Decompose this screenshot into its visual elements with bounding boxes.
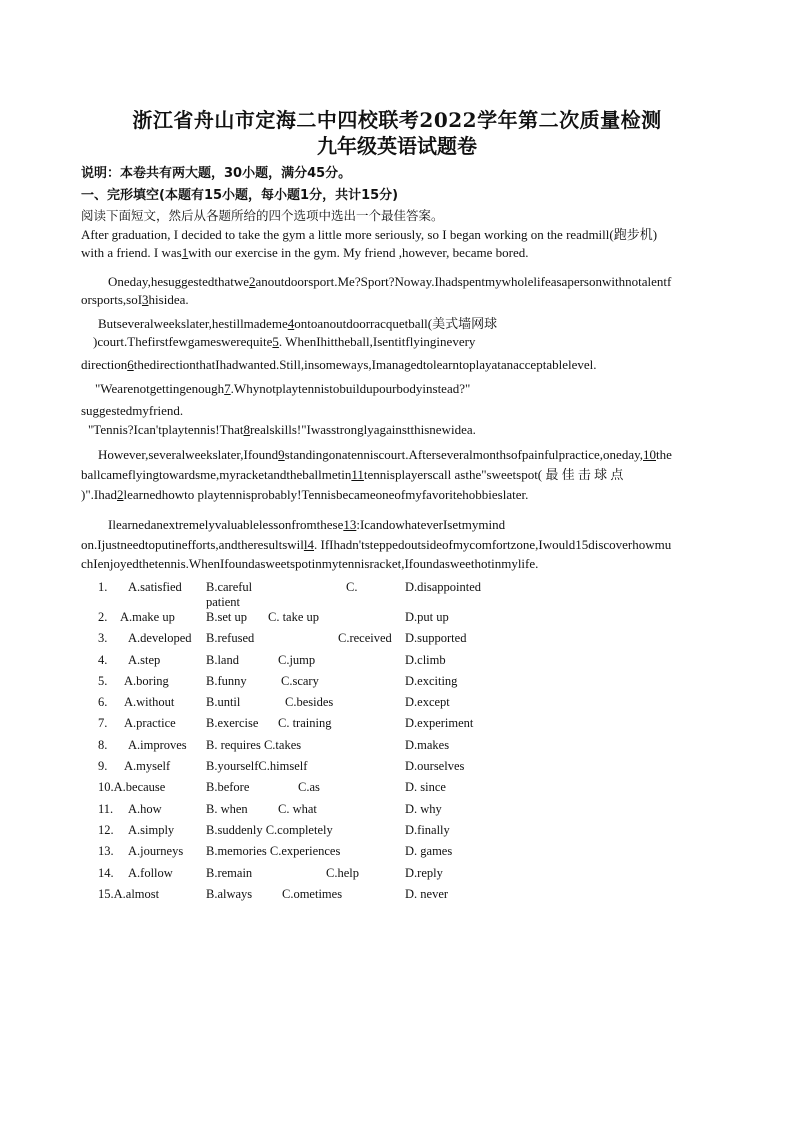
blank-number: 3	[142, 292, 149, 307]
blank-number: 2	[249, 274, 256, 289]
blank-number: 5	[272, 334, 279, 349]
option-row: 12. A.simply B.suddenly C.completely D.finally	[98, 822, 450, 837]
blank-number: 4	[287, 316, 295, 331]
passage-line: "Tennis?Ican'tplaytennis!That8realskills!"Iwasstronglyagainstthisnewidea.	[88, 422, 476, 437]
passage-line: Ilearnedanextremelyvaluablelessonfromthese13:IcandowhateverIsetmymind	[108, 517, 506, 532]
passage-line: ballcameflyingtowardsme,myracketandtheballmetin11tennisplayerscall asthe"sweetspot( 最 佳 击 球 点	[81, 467, 624, 482]
passage-line: with a friend. I was1with our exercise in the gym. My friend ,however, became bored.	[81, 245, 529, 260]
instruction-text: 阅读下面短文，然后从各题所给的四个选项中选出一个最佳答案。	[81, 208, 444, 223]
passage-line: chIenjoyedthetennis.WhenIfoundasweetspotinmytennisracket,Ifoundasweethotinmylife.	[81, 556, 539, 571]
passage-line: )".Ihad2learnedhowto playtennisprobably!Tennisbecameoneofmyfavoritehobbieslater.	[81, 487, 529, 502]
passage-line: )court.Thefirstfewgameswerequite5. WhenIhittheball,Isentitflyinginevery	[93, 334, 476, 349]
blank-number: 1	[181, 245, 189, 260]
passage-line: suggestedmyfriend.	[81, 403, 184, 418]
passage-line: orsports,soI3hisidea.	[81, 292, 189, 307]
option-row: 2. A.make up B.set up C. take up D.put up	[98, 610, 449, 624]
exam-note: 说明：本卷共有两大题，30小题，满分45分。	[81, 166, 352, 181]
blank-number: 2	[117, 487, 124, 502]
option-row: 14. A.follow B.remain C.help D.reply	[98, 865, 443, 880]
exam-subtitle: 九年级英语试题卷	[317, 134, 477, 158]
passage-line: on.Ijustneedtoputinefforts,andtheresultswill4. IfIhadn'tsteppedoutsideofmycomfortzone,Iwould15discoverhowmu	[81, 537, 672, 552]
blank-number: l4	[303, 537, 315, 552]
option-row: 3. A.developed B.refused C.received D.supported	[98, 631, 467, 646]
blank-number: 10	[643, 447, 656, 462]
option-row: 10.A.because B.before C.as D. since	[98, 780, 446, 795]
option-row: 7. A.practice B.exercise C. training D.experiment	[98, 716, 474, 731]
passage-line: Oneday,hesuggestedthatwe2anoutdoorsport.Me?Sport?Noway.Ihadspentmywholelifeasapersonwithnotalentf	[108, 274, 672, 289]
blank-number: 7	[224, 381, 231, 396]
passage-line: Butseveralweekslater,hestillmademe4ontoanoutdoorracquetball(美式墙网球	[98, 316, 498, 331]
option-row: 6. A.without B.until C.besides D.except	[98, 695, 450, 710]
blank-number: 6	[127, 357, 134, 372]
option-row: 5. A.boring B.funny C.scary D.exciting	[98, 673, 458, 688]
passage-line: After graduation, I decided to take the gym a little more seriously, so I began working on the readmill(跑步机)	[81, 227, 658, 242]
section-heading: 一、完形填空(本题有15小题，每小题1分，共计15分)	[81, 188, 399, 203]
option-row: 11. A.how B. when C. what D. why	[98, 801, 442, 816]
blank-number: 8	[243, 422, 250, 437]
option-row: 4. A.step B.land C.jump D.climb	[98, 652, 446, 667]
answer-options	[98, 580, 538, 908]
blank-number: 11	[351, 467, 364, 482]
option-row: 13. A.journeys B.memories C.experiences D. games	[98, 844, 453, 859]
option-row: 9. A.myself B.yourselfC.himself D.ourselves	[98, 759, 465, 774]
blank-number: 13	[343, 517, 357, 532]
option-row: 8. A.improves B. requires C.takes D.makes	[98, 737, 450, 752]
passage-line: "Wearenotgettingenough7.Whynotplaytennistobuildupourbodyinstead?"	[95, 381, 471, 396]
option-row: 1. A.satisfied B.careful patient C. D.disappointed	[98, 580, 482, 609]
passage-line: However,severalweekslater,Ifound9standingonatenniscourt.Afterseveralmonthsofpainfulpractice,oneday,10the	[98, 447, 672, 462]
passage-line: direction6thedirectionthatIhadwanted.Still,insomeways,Imanagedtolearntoplayatanacceptablelevel.	[81, 357, 597, 372]
option-row: 15.A.almost B.always C.ometimes D. never	[98, 886, 449, 901]
blank-number: 9	[278, 447, 285, 462]
exam-title: 浙江省舟山市定海二中四校联考2022学年第二次质量检测	[132, 108, 662, 132]
